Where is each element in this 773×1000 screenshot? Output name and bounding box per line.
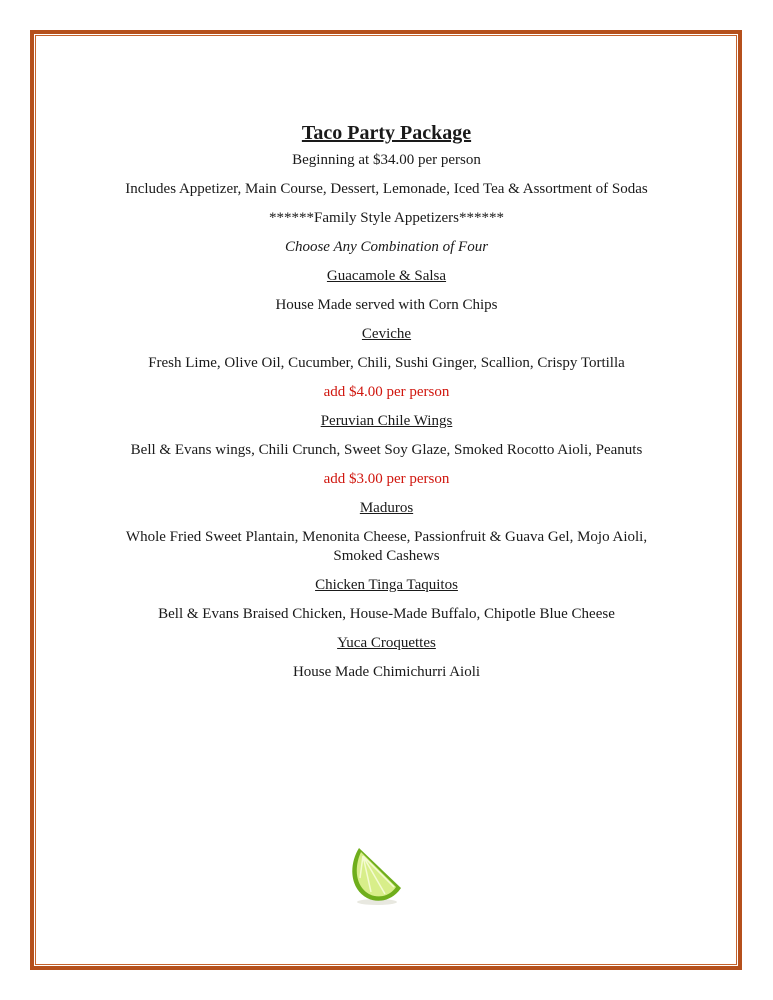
item-desc: House Made Chimichurri Aioli [292, 664, 481, 680]
item-name: Guacamole & Salsa [326, 268, 447, 284]
section-heading: ******Family Style Appetizers****** [269, 210, 504, 226]
lime-wedge-icon [345, 842, 407, 908]
item-name: Peruvian Chile Wings [320, 413, 453, 429]
item-desc: Whole Fried Sweet Plantain, Menonita Cheese, Passionfruit & Guava Gel, Mojo Aioli, Smoked Cashews [125, 529, 648, 564]
price-line: Beginning at $34.00 per person [292, 152, 481, 168]
instruction: Choose Any Combination of Four [284, 239, 489, 255]
item-desc: House Made served with Corn Chips [275, 297, 498, 313]
item-name: Yuca Croquettes [337, 635, 436, 651]
menu-content [40, 118, 733, 692]
item-name: Maduros [359, 500, 414, 516]
item-name: Ceviche [361, 326, 412, 342]
item-desc: Bell & Evans Braised Chicken, House-Made Buffalo, Chipotle Blue Cheese [158, 606, 615, 622]
item-desc: Bell & Evans wings, Chili Crunch, Sweet Soy Glaze, Smoked Rocotto Aioli, Peanuts [130, 442, 643, 458]
item-name: Chicken Tinga Taquitos [315, 577, 458, 593]
page-title: Taco Party Package [301, 122, 472, 144]
item-surcharge: add $3.00 per person [323, 471, 450, 487]
includes-line: Includes Appetizer, Main Course, Dessert, Lemonade, Iced Tea & Assortment of Sodas [125, 181, 648, 197]
item-surcharge: add $4.00 per person [323, 384, 450, 400]
item-desc: Fresh Lime, Olive Oil, Cucumber, Chili, Sushi Ginger, Scallion, Crispy Tortilla [148, 355, 625, 371]
